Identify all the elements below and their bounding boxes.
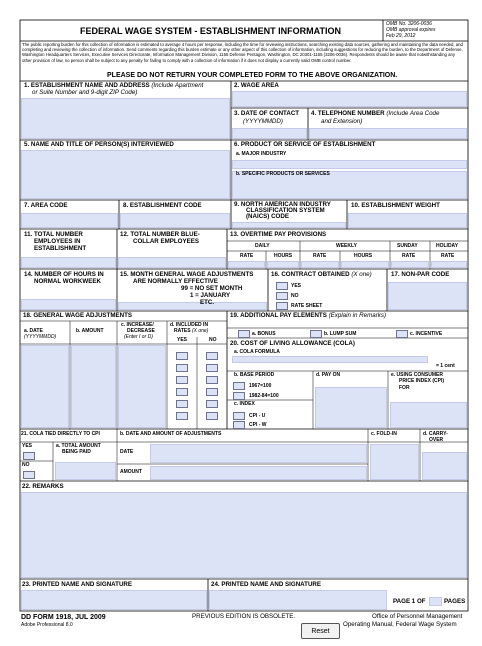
s21-amount-label: AMOUNT [120, 469, 142, 475]
weekly-hours-field[interactable] [341, 261, 389, 268]
lump-sum-checkbox[interactable] [310, 330, 322, 338]
s12-label: 12. TOTAL NUMBER BLUE- [120, 231, 200, 238]
s20-using-cpi-label: e. USING CONSUMER [391, 372, 443, 378]
s21-no-label: NO [22, 462, 30, 468]
area-code-field[interactable] [21, 213, 118, 228]
s21-yes-label: YES [22, 443, 33, 449]
obsolete-notice: PREVIOUS EDITION IS OBSOLETE. [192, 613, 296, 620]
gwa-amount-column[interactable] [71, 345, 116, 428]
s21-carry-over-label2: OVER [429, 437, 444, 443]
s13-weekly-header: WEEKLY [336, 243, 357, 249]
gwa-increase-decrease-column[interactable] [118, 345, 166, 428]
s20-cpi-w-label: CPI - W [249, 422, 267, 428]
manual-label: Operating Manual, Federal Wage System [343, 621, 457, 628]
s1-hint2: or Suite Number and 9-digit ZIP Code) [32, 89, 138, 96]
s20-pay-on-label: d. PAY ON [316, 372, 341, 378]
gwa-no-checkbox-2[interactable] [206, 364, 218, 372]
s6-specific-products-label: b. SPECIFIC PRODUCTS OR SERVICES [236, 171, 330, 177]
s9-label: 9. NORTH AMERICAN INDUSTRY [234, 201, 331, 208]
s15-option-etc: ETC. [200, 299, 215, 306]
s16-rate-sheet-label: RATE SHEET [291, 303, 323, 309]
s22-label: 22. REMARKS [22, 483, 64, 490]
s20-base-period-label: b. BASE PERIOD [234, 372, 275, 378]
s13-weekly-hours-header: HOURS [354, 253, 373, 259]
s4-hint2: and Extension) [321, 118, 363, 125]
s19-lump-sum-label: b. LUMP SUM [324, 331, 357, 337]
s24-label: 24. PRINTED NAME AND SIGNATURE [211, 581, 322, 588]
s11-label: 11. TOTAL NUMBER [24, 231, 83, 238]
daily-hours-field[interactable] [267, 261, 299, 268]
blue-collar-employees-field[interactable] [118, 257, 226, 268]
s7-label: 7. AREA CODE [24, 202, 68, 209]
software-label: Adobe Professional 8.0 [21, 622, 73, 628]
establishment-name-address-field[interactable] [21, 98, 230, 139]
s18-included-header: d. INCLUDED IN [170, 322, 209, 328]
cola-tied-yes-checkbox[interactable] [23, 452, 35, 460]
s18-date-hint: (YYYYMMDD) [24, 334, 57, 340]
s21-fold-in-label: c. FOLD-IN [371, 431, 397, 437]
s12-label2: COLLAR EMPLOYEES [133, 238, 200, 245]
s18-rates-header: RATES (X one) [174, 328, 209, 334]
major-industry-field[interactable] [232, 160, 467, 169]
gwa-yes-checkbox-4[interactable] [176, 388, 188, 396]
printed-name-signature-2-field[interactable] [209, 590, 387, 610]
s8-label: 8. ESTABLISHMENT CODE [123, 202, 202, 209]
remarks-field[interactable] [21, 492, 467, 578]
s10-label: 10. ESTABLISHMENT WEIGHT [351, 202, 440, 209]
s9-label2: CLASSIFICATION SYSTEM [246, 207, 325, 214]
contract-rate-sheet-checkbox[interactable] [276, 302, 288, 310]
s15-option-no-set-month: 99 = NO SET MONTH [181, 285, 243, 292]
gwa-no-checkbox-6[interactable] [206, 412, 218, 420]
s18-no-header: NO [209, 337, 217, 343]
s14-label2: NORMAL WORKWEEK [34, 278, 101, 285]
s3-hint: (YYYYMMDD) [243, 118, 283, 125]
s18-decrease-header: DECREASE [127, 328, 155, 334]
s18-yes-header: YES [177, 337, 188, 343]
reset-button[interactable]: Reset [301, 623, 340, 639]
adjustment-amount-field[interactable] [150, 466, 367, 480]
form-number: DD FORM 1918, JUL 2009 [21, 614, 106, 621]
gwa-date-column[interactable] [21, 345, 69, 428]
s18-amount-header: b. AMOUNT [76, 328, 104, 334]
cpi-for-field[interactable] [390, 402, 467, 428]
s2-label: 2. WAGE AREA [234, 82, 279, 89]
s20-cpi-label2: PRICE INDEX (CPI) [399, 378, 445, 384]
date-of-contact-field[interactable] [232, 128, 307, 139]
s19-bonus-label: a. BONUS [252, 331, 276, 337]
office-label: Office of Personnel Management [372, 613, 463, 620]
normal-workweek-hours-field[interactable] [21, 299, 116, 310]
s21-carry-over-label: d. CARRY- [423, 431, 448, 437]
form-title: FEDERAL WAGE SYSTEM - ESTABLISHMENT INFORMATION [80, 26, 341, 36]
printed-name-signature-1-field[interactable] [21, 590, 207, 610]
omb-expires-label: OMB approval expires [386, 27, 436, 33]
establishment-code-field[interactable] [120, 213, 230, 228]
s20-label: 20. COST OF LIVING ALLOWANCE (COLA) [230, 340, 355, 347]
naics-code-field[interactable] [232, 222, 346, 228]
daily-rate-field[interactable] [228, 261, 265, 268]
s4-label: 4. TELEPHONE NUMBER (Include Area Code [311, 110, 440, 117]
s13-sunday-header: SUNDAY [397, 243, 418, 249]
omb-expiry-date: Feb 29, 2012 [386, 33, 416, 39]
index-cpi-w-checkbox[interactable] [233, 421, 245, 429]
pages-label: PAGES [444, 598, 466, 605]
wage-area-field[interactable] [232, 91, 467, 107]
pay-on-field[interactable] [315, 387, 387, 428]
incentive-checkbox[interactable] [396, 330, 408, 338]
person-interviewed-field[interactable] [21, 150, 230, 199]
page-label: PAGE 1 OF [393, 598, 426, 605]
base-period-1982-checkbox[interactable] [233, 392, 245, 400]
s20-cola-formula-label: a. COLA FORMULA [234, 349, 280, 355]
non-par-code-field[interactable] [388, 282, 467, 310]
contract-yes-checkbox[interactable] [276, 282, 288, 290]
s13-daily-hours-header: HOURS [274, 253, 293, 259]
total-amount-paid-field[interactable] [55, 462, 116, 480]
s13-sunday-rate-header: RATE [402, 253, 416, 259]
s15-label2: ARE NORMALLY EFFECTIVE [133, 278, 218, 285]
gwa-no-checkbox-4[interactable] [206, 388, 218, 396]
s21-adjustments-label: b. DATE AND AMOUNT OF ADJUSTMENTS [120, 431, 222, 437]
s20-cpi-for-label: FOR [399, 385, 410, 391]
s20-index-label: c. INDEX [234, 401, 255, 407]
s16-yes-label: YES [291, 283, 302, 289]
s21-being-paid-label: BEING PAID [62, 449, 91, 455]
s13-weekly-rate-header: RATE [313, 253, 327, 259]
s13-label: 13. OVERTIME PAY PROVISIONS [230, 231, 327, 238]
s16-label: 16. CONTRACT OBTAINED (X one) [271, 271, 372, 278]
s11-label2: EMPLOYEES IN [34, 238, 81, 245]
s9-label3: (NAICS) CODE [246, 213, 289, 220]
s18-increase-hint: (Enter I or D) [124, 334, 153, 340]
telephone-number-field[interactable] [309, 128, 467, 139]
s13-holiday-rate-header: RATE [441, 253, 455, 259]
s6-major-industry-label: a. MAJOR INDUSTRY [236, 151, 287, 157]
carry-over-field[interactable] [422, 452, 467, 480]
holiday-rate-field[interactable] [431, 261, 467, 268]
sunday-rate-field[interactable] [391, 261, 429, 268]
gwa-yes-checkbox-5[interactable] [176, 400, 188, 408]
s13-holiday-header: HOLIDAY [436, 243, 459, 249]
gwa-yes-checkbox-3[interactable] [176, 376, 188, 384]
gwa-yes-checkbox-1[interactable] [176, 352, 188, 360]
establishment-weight-field[interactable] [348, 213, 467, 228]
s18-increase-header: c. INCREASE/ [121, 322, 154, 328]
s14-label: 14. NUMBER OF HOURS IN [24, 271, 104, 278]
gwa-yes-checkbox-6[interactable] [176, 412, 188, 420]
gwa-no-checkbox-1[interactable] [206, 352, 218, 360]
s17-label: 17. NON-PAR CODE [391, 271, 450, 278]
s15-option-january: 1 = JANUARY [190, 292, 231, 299]
s23-label: 23. PRINTED NAME AND SIGNATURE [22, 581, 133, 588]
s18-date-header: a. DATE [24, 328, 43, 334]
s1-label: 1. ESTABLISHMENT NAME AND ADDRESS (Include Apartment [24, 82, 204, 89]
omb-number: OMB No. 3206-0036 [386, 21, 432, 27]
s20-base-1982-label: 1982-84=100 [249, 393, 279, 399]
s13-daily-header: DAILY [255, 243, 270, 249]
fold-in-field[interactable] [370, 444, 419, 480]
page-number-field[interactable] [429, 597, 442, 606]
s20-cent-label: = 1 cent [436, 363, 455, 369]
s20-base-1967-label: 1967=100 [249, 383, 272, 389]
base-period-1967-checkbox[interactable] [233, 382, 245, 390]
cola-formula-field[interactable] [232, 356, 428, 363]
s18-label: 18. GENERAL WAGE ADJUSTMENTS [23, 312, 132, 319]
s21-date-label: DATE [120, 449, 134, 455]
s20-cpi-u-label: CPI - U [249, 413, 266, 419]
s15-label: 15. MONTH GENERAL WAGE ADJUSTMENTS [120, 271, 254, 278]
s6-label: 6. PRODUCT OR SERVICE OF ESTABLISHMENT [234, 141, 376, 148]
gwa-no-checkbox-5[interactable] [206, 400, 218, 408]
do-not-return-notice: PLEASE DO NOT RETURN YOUR COMPLETED FORM TO THE ABOVE ORGANIZATION. [107, 72, 398, 79]
gwa-no-checkbox-3[interactable] [206, 376, 218, 384]
s21-total-amount-label: a. TOTAL AMOUNT [56, 443, 101, 449]
s11-label3: ESTABLISHMENT [34, 245, 87, 252]
gwa-yes-checkbox-2[interactable] [176, 364, 188, 372]
burden-notice: The public reporting burden for this collection of information is estimated to average 4 hours per response, including the time for reviewing instructions, searching existing data sources, gathering and maintaining the data needed, and completing and reviewing the collection of information. Send comments regarding this burden estimate or any other aspect of this collection of information, including suggestions for reducing the burden, to the Department of Defense, Washington Headquarters Services, Executive Services Directorate, Information Management Division, 1155 Defense Pentagon, Washington, DC 20301-1155 (3206-0036). Respondents should be aware that notwithstanding any other provision of law, no person shall be subject to any penalty for failing to comply with a collection of information if it does not display a currently valid OMB control number. [22, 42, 463, 63]
s13-daily-rate-header: RATE [240, 253, 254, 259]
weekly-rate-field[interactable] [301, 261, 339, 268]
total-employees-field[interactable] [21, 257, 116, 268]
s5-label: 5. NAME AND TITLE OF PERSON(S) INTERVIEWED [24, 141, 174, 148]
adjustment-date-field[interactable] [150, 444, 367, 463]
cola-tied-no-checkbox[interactable] [23, 471, 35, 479]
wage-adjustment-month-field[interactable] [118, 299, 267, 310]
contract-no-checkbox[interactable] [276, 292, 288, 300]
s21-label: 21. COLA TIED DIRECTLY TO CPI [21, 431, 100, 437]
s19-label: 19. ADDITIONAL PAY ELEMENTS (Explain in Remarks) [230, 312, 386, 319]
s19-incentive-label: c. INCENTIVE [410, 331, 443, 337]
s3-label: 3. DATE OF CONTACT [234, 110, 300, 117]
bonus-checkbox[interactable] [238, 330, 250, 338]
s16-no-label: NO [291, 293, 299, 299]
index-cpi-u-checkbox[interactable] [233, 412, 245, 420]
